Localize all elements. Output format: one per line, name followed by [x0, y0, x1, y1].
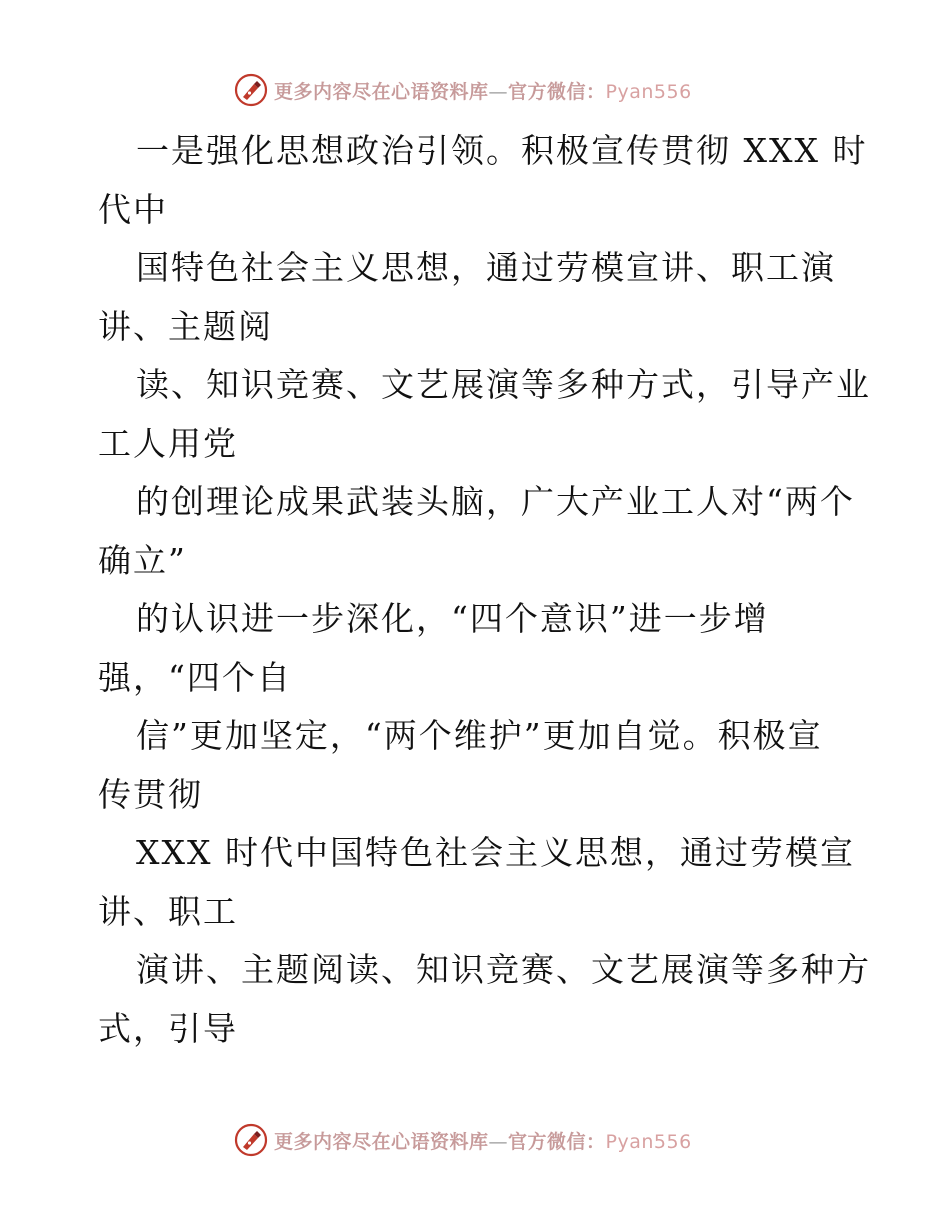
watermark-wechat-label: 官方微信： — [508, 1130, 606, 1153]
paragraph-line: 信”更加坚定，“两个维护”更加自觉。积极宣 — [136, 716, 823, 755]
paragraph-line: 读、知识竞赛、文艺展演等多种方式，引导产业 — [136, 365, 871, 404]
pen-nib-logo-icon — [234, 73, 268, 107]
footer-watermark — [234, 1122, 692, 1158]
paragraph-line: 讲、主题阅 — [98, 306, 273, 346]
watermark-separator: — — [488, 1130, 509, 1153]
paragraph-line: 讲、职工 — [98, 891, 238, 931]
paragraph-line: 国特色社会主义思想，通过劳模宣讲、职工演 — [136, 248, 836, 287]
watermark-wechat-id: Pyan556 — [605, 1130, 692, 1153]
watermark-wechat-id: Pyan556 — [605, 80, 692, 103]
paragraph-line: 的创理论成果武装头脑，广大产业工人对“两个 — [136, 482, 855, 521]
header-watermark — [234, 72, 692, 108]
paragraph-line: 确立” — [98, 540, 187, 580]
paragraph-line: 工人用党 — [98, 423, 238, 463]
paragraph-line: 演讲、主题阅读、知识竞赛、文艺展演等多种方 — [136, 950, 871, 989]
pen-nib-logo-icon — [234, 1123, 268, 1157]
paragraph-line: 式，引导 — [98, 1008, 238, 1048]
paragraph-line: 一是强化思想政治引领。积极宣传贯彻 XXX 时 — [136, 131, 868, 170]
watermark-wechat-label: 官方微信： — [508, 80, 606, 103]
paragraph-line: 传贯彻 — [98, 774, 203, 814]
watermark-main-text: 更多内容尽在心语资料库 — [274, 1130, 489, 1153]
paragraph-line: 代中 — [98, 189, 168, 229]
watermark-main-text: 更多内容尽在心语资料库 — [274, 80, 489, 103]
paragraph-line: 的认识进一步深化，“四个意识”进一步增 — [136, 599, 769, 638]
paragraph-line: 强，“四个自 — [98, 657, 292, 697]
paragraph-line: XXX 时代中国特色社会主义思想，通过劳模宣 — [136, 833, 855, 872]
watermark-separator: — — [488, 80, 509, 103]
document-body — [98, 122, 871, 1058]
